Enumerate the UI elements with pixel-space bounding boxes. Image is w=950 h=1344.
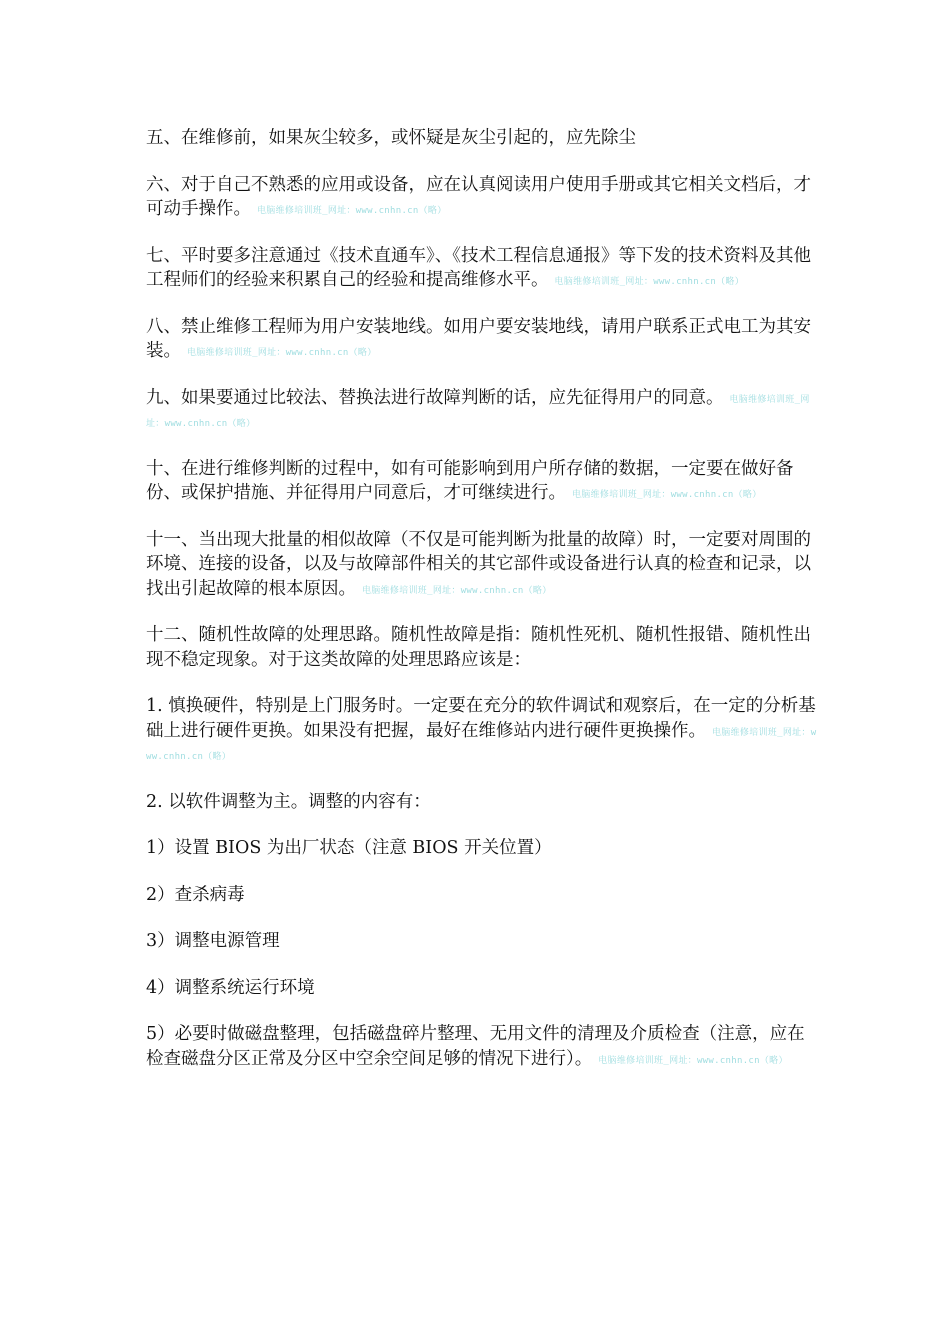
list-item-1 [146,694,818,768]
document-body [146,126,818,1093]
sub-item-5 [146,1022,818,1071]
paragraph-8 [146,315,818,364]
paragraph-5 [146,126,818,151]
paragraph-12 [146,623,818,672]
paragraph-text: 五、在维修前，如果灰尘较多，或怀疑是灰尘引起的，应先除尘 [146,128,636,148]
paragraph-text: 九、如果要通过比较法、替换法进行故障判断的话，应先征得用户的同意。 [146,387,724,408]
list-item-2 [146,790,818,815]
watermark-text: 电脑维修培训班_网址：www.cnhn.cn（略） [598,1055,788,1066]
paragraph-text: 十、在进行维修判断的过程中，如有可能影响到用户所存储的数据，一定要在做好备份、或保护措施、并征得用户同意后，才可继续进行。 [146,458,794,503]
paragraph-6 [146,173,818,222]
watermark-text: 电脑维修培训班_网址：www.cnhn.cn（略） [146,727,817,762]
watermark-text: 电脑维修培训班_网址：www.cnhn.cn（略） [572,490,762,500]
watermark-text: 电脑维修培训班_网址：www.cnhn.cn（略） [257,206,447,216]
paragraph-text: 六、对于自己不熟悉的应用或设备，应在认真阅读用户使用手册或其它相关文档后，才可动手操作。 [146,174,811,219]
sub-item-2 [146,883,818,908]
paragraph-7 [146,244,818,293]
paragraph-text: 十二、随机性故障的处理思路。随机性故障是指：随机性死机、随机性报错、随机性出现不稳定现象。对于这类故障的处理思路应该是： [146,625,811,670]
paragraph-text: 七、平时要多注意通过《技术直通车》、《技术工程信息通报》等下发的技术资料及其他工程师们的经验来积累自己的经验和提高维修水平。 [146,245,811,290]
watermark-text: 电脑维修培训班_网址：www.cnhn.cn（略） [187,348,377,358]
paragraph-text: 1. 慎换硬件，特别是上门服务时。一定要在充分的软件调试和观察后，在一定的分析基础上进行硬件更换。如果没有把握，最好在维修站内进行硬件更换操作。 [146,696,816,741]
paragraph-text: 八、禁止维修工程师为用户安装地线。如用户要安装地线，请用户联系正式电工为其安装。 [146,316,811,361]
paragraph-text: 十一、当出现大批量的相似故障（不仅是可能判断为批量的故障）时，一定要对周围的环境、连接的设备，以及与故障部件相关的其它部件或设备进行认真的检查和记录，以找出引起故障的根本原因。 [146,529,811,599]
paragraph-9 [146,386,818,435]
paragraph-11 [146,528,818,602]
watermark-text: 电脑维修培训班_网址：www.cnhn.cn（略） [146,394,810,429]
paragraph-text: 5）必要时做磁盘整理，包括磁盘碎片整理、无用文件的清理及介质检查（注意，应在检查磁盘分区正常及分区中空余空间足够的情况下进行）。 [146,1024,805,1069]
watermark-text: 电脑维修培训班_网址：www.cnhn.cn（略） [362,585,552,596]
sub-item-3 [146,929,818,954]
paragraph-text: 3）调整电源管理 [146,931,280,951]
sub-item-4 [146,976,818,1001]
paragraph-text: 1）设置 BIOS 为出厂状态（注意 BIOS 开关位置） [146,838,552,858]
watermark-text: 电脑维修培训班_网址：www.cnhn.cn（略） [554,277,745,287]
paragraph-text: 2. 以软件调整为主。调整的内容有： [146,791,431,812]
paragraph-text: 2）查杀病毒 [146,884,245,905]
sub-item-1 [146,836,818,861]
paragraph-text: 4）调整系统运行环境 [146,977,315,998]
paragraph-10 [146,457,818,506]
